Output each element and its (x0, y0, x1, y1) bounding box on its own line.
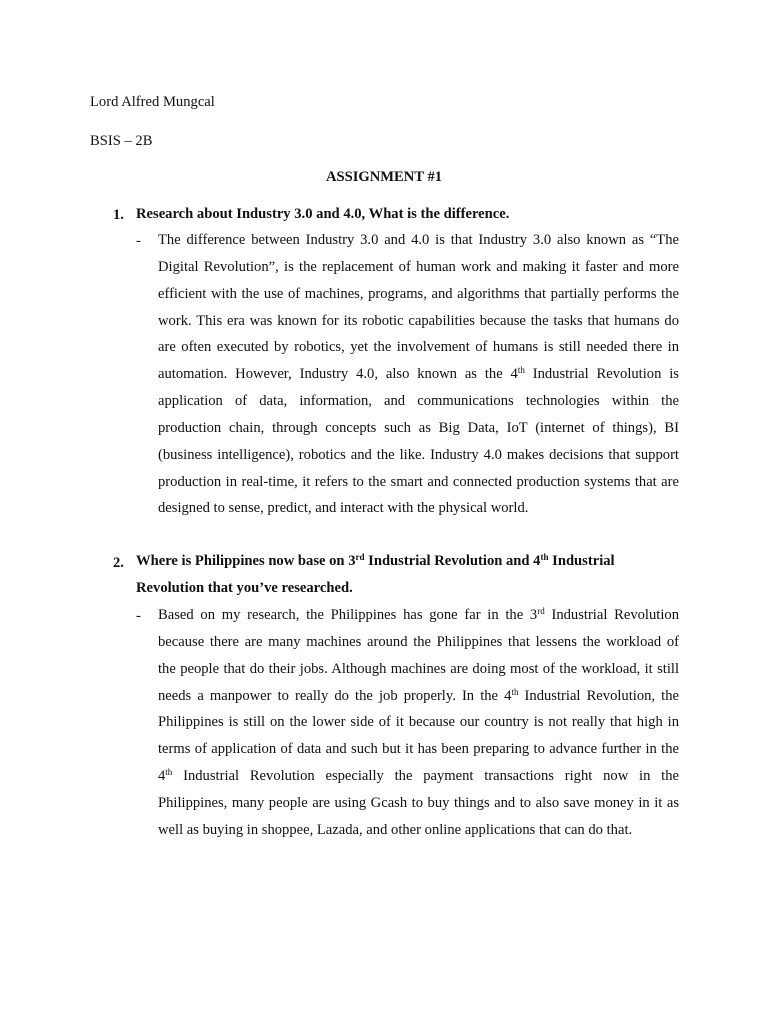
answer-1-line: The difference between Industry 3.0 and 4.0 is that Industry 3.0 also known as “The (158, 232, 679, 248)
answer-2-line: 4th Industrial Revolution especially the payment transactions right now in the (158, 767, 679, 785)
answer-2-text (158, 602, 679, 844)
answer-2-line: terms of application of data and such but it has been preparing to advance further in the (158, 741, 679, 758)
answer-2-line: Based on my research, the Philippines has gone far in the 3rd Industrial Revolution (158, 606, 679, 623)
question-2-text: Where is Philippines now base on 3rd Industrial Revolution and 4th Industrial Revolution that you’ve researched. (136, 552, 615, 596)
answer-2-line: well as buying in shoppee, Lazada, and other online applications that can do that. (158, 821, 633, 838)
answer-1-line: automation. However, Industry 4.0, also known as the 4th Industrial Revolution is (158, 365, 679, 383)
answer-2-line: needs a manpower to really do the job properly. In the 4th Industrial Revolution, the (158, 686, 680, 704)
answer-2-line: Philippines is still on the lower side of it because our country is not really that high in (158, 714, 679, 731)
author-name: Lord Alfred Mungcal (90, 94, 215, 110)
answer-1-line: application of data, information, and communications technologies within the (158, 393, 679, 410)
answer-1-line: work. This era was known for its robotic capabilities because the tasks that humans do (158, 312, 679, 329)
answer-2-bullet: - (136, 608, 141, 624)
answer-2-line: Philippines, many people are using Gcash to buy things and to also save money in it as (158, 794, 679, 811)
question-1-number: 1. (113, 207, 124, 223)
question-2-number: 2. (113, 555, 124, 571)
answer-2-line: because there are many machines around the Philippines that lessens the workload of (158, 633, 679, 650)
answer-1-line: Digital Revolution”, is the replacement of human work and making it faster and more (158, 258, 679, 275)
answer-1-line: production chain, through concepts such as Big Data, IoT (internet of things), BI (158, 419, 679, 436)
answer-1-bullet: - (136, 233, 141, 249)
answer-1-line: designed to sense, predict, and interact with the physical world. (158, 500, 529, 517)
answer-1-line: efficient with the use of machines, programs, and algorithms that partially performs the (158, 285, 679, 302)
answer-1-line: are often executed by robotics, yet the involvement of humans is still needed there in (158, 339, 679, 356)
answer-1-text (158, 227, 679, 522)
answer-1-line: (business intelligence), robotics and the like. Industry 4.0 makes decisions that support (158, 446, 679, 463)
assignment-title: ASSIGNMENT #1 (325, 169, 443, 185)
answer-1-line: production in real-time, it refers to the smart and connected production systems that are (158, 473, 679, 490)
class-section: BSIS – 2B (90, 133, 153, 149)
answer-2-line: the people that do their jobs. Although machines are doing most of the workload, it still (158, 660, 679, 677)
question-1-text: Research about Industry 3.0 and 4.0, What is the difference. (136, 206, 510, 222)
